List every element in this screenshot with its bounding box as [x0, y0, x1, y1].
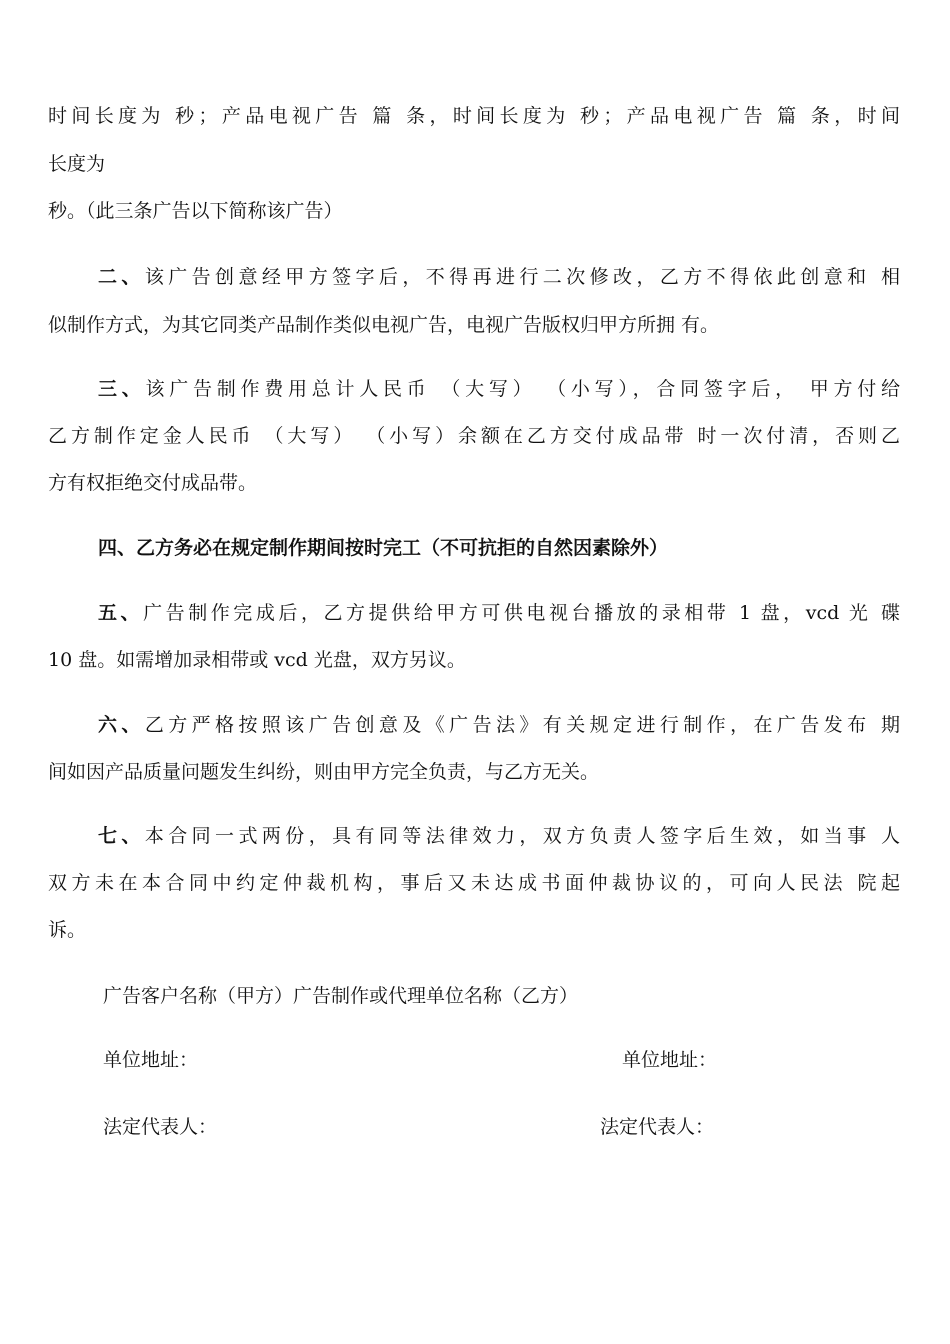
clause-7-line-2: 双方未在本合同中约定仲裁机构，事后又未达成书面仲裁协议的，可向人民法 院起 [48, 872, 900, 894]
clause-5-number: 五、 [98, 602, 144, 624]
clause-3-line-1 [98, 377, 900, 401]
clause-6-line-1 [98, 713, 900, 737]
clause-6-text: 乙方严格按照该广告创意及《广告法》有关规定进行制作，在广告发布 期 [144, 714, 900, 736]
paragraph-1-line-1: 时间长度为 秒；产品电视广告 篇 条，时间长度为 秒；产品电视广告 篇 条，时间 [48, 105, 900, 127]
clause-3-line-2: 乙方制作定金人民币 （大写） （小写）余额在乙方交付成品带 时一次付清，否则乙 [48, 425, 900, 447]
clause-7-number: 七、 [98, 825, 145, 847]
party-a-address-label: 单位地址： [103, 1049, 199, 1071]
paragraph-1-line-2: 长度为 [48, 153, 106, 175]
parties-heading: 广告客户名称（甲方）广告制作或代理单位名称（乙方） [103, 985, 579, 1007]
clause-3-line-3: 方有权拒绝交付成品带。 [48, 472, 258, 494]
clause-6-line-2: 间如因产品质量问题发生纠纷，则由甲方完全负责，与乙方无关。 [48, 761, 600, 783]
clause-2-number: 二、 [98, 266, 145, 288]
party-b-address-label: 单位地址： [622, 1049, 718, 1071]
clause-7-line-3: 诉。 [48, 919, 87, 941]
clause-4-heading: 四、乙方务必在规定制作期间按时完工（不可抗拒的自然因素除外） [98, 537, 669, 559]
clause-7-line-1 [98, 824, 900, 848]
clause-5-line-2: 10 盘。如需增加录相带或 vcd 光盘，双方另议。 [48, 649, 466, 671]
party-a-representative-label: 法定代表人： [103, 1116, 218, 1138]
clause-6-number: 六、 [98, 714, 145, 736]
clause-5-line-1 [98, 601, 900, 625]
clause-2-line-2: 似制作方式，为其它同类产品制作类似电视广告，电视广告版权归甲方所拥 有。 [48, 314, 720, 336]
clause-2-text: 该广告创意经甲方签字后，不得再进行二次修改，乙方不得依此创意和 相 [144, 266, 900, 288]
clause-7-text: 本合同一式两份，具有同等法律效力，双方负责人签字后生效，如当事 人 [144, 825, 900, 847]
clause-5-text: 广告制作完成后，乙方提供给甲方可供电视台播放的录相带 1 盘，vcd 光 碟 [143, 602, 900, 624]
clause-3-text: 该广告制作费用总计人民币 （大写） （小写），合同签字后， 甲方付给 [145, 378, 900, 400]
party-b-representative-label: 法定代表人： [600, 1116, 715, 1138]
clause-2-line-1 [98, 265, 900, 289]
clause-3-number: 三、 [98, 378, 146, 400]
paragraph-1-line-3: 秒。（此三条广告以下简称该广告） [48, 200, 343, 222]
